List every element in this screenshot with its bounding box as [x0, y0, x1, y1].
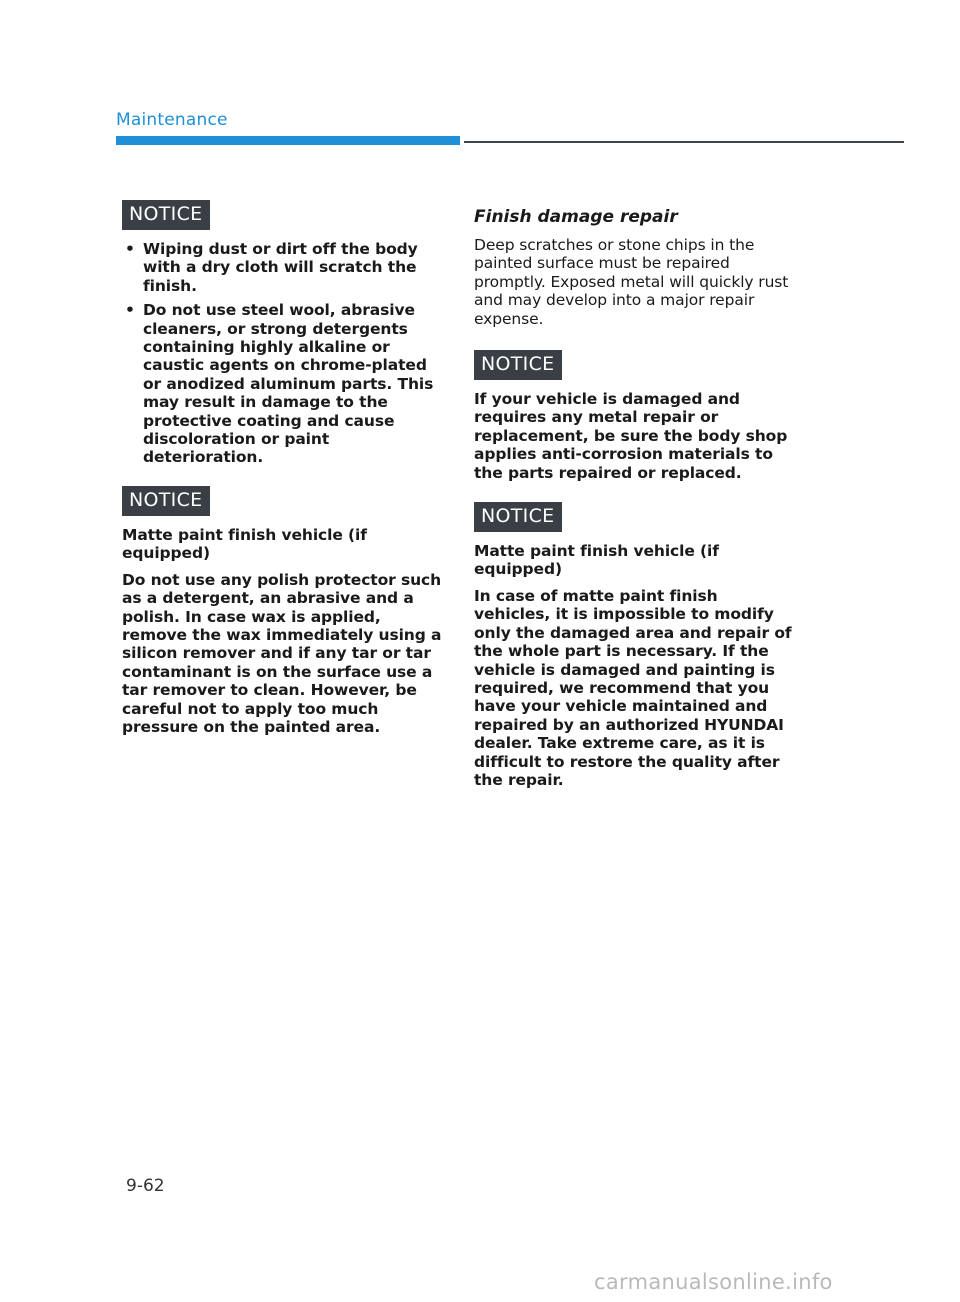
left-column	[122, 200, 444, 736]
notice-heading: Matte paint finish vehicle (if equipped)	[122, 525, 367, 563]
notice-block	[122, 200, 444, 467]
notice-heading: Matte paint finish vehicle (if equipped)	[474, 542, 719, 579]
section-intro: Deep scratches or stone chips in the painted surface must be repaired promptly. Exposed metal will quickly rust and may develop into a major repair expense.	[474, 236, 789, 328]
notice-label: NOTICE	[474, 350, 562, 380]
header-accent-bar	[116, 136, 460, 145]
notice-block	[474, 350, 796, 482]
notice-bullet-list	[122, 240, 444, 467]
notice-body: If your vehicle is damaged and requires any metal repair or replacement, be sure the body shop applies anti-corrosion materials to the parts repaired or replaced.	[474, 390, 788, 482]
notice-label: NOTICE	[122, 200, 210, 230]
section-header-title: Maintenance	[116, 110, 228, 130]
notice-body: In case of matte paint finish vehicles, it is impossible to modify only the damaged area and repair of the whole part is necessary. If the vehicle is damaged and painting is required, we recommend that you have your vehicle maintained and repaired by an authorized HYUNDAI dealer. Take extreme care, as it is difficult to restore the quality after the repair.	[474, 586, 792, 789]
notice-label: NOTICE	[122, 486, 210, 516]
section-title: Finish damage repair	[474, 207, 678, 227]
header-rule	[464, 141, 904, 143]
notice-label: NOTICE	[474, 502, 562, 532]
notice-block	[474, 502, 796, 789]
notice-block	[122, 486, 444, 736]
right-column	[474, 206, 796, 789]
watermark: carmanualsonline.info	[594, 1270, 833, 1294]
page-number: 9-62	[126, 1176, 165, 1196]
notice-body: Do not use any polish protector such as a detergent, an abrasive and a polish. In case wax is applied, remove the wax immediately using a silicon remover and if any tar or tar contaminant is on the surface use a tar remover to clean. However, be careful not to apply too much pressure on the painted area.	[122, 570, 442, 736]
bullet-item: • Wiping dust or dirt off the body with a dry cloth will scratch the finish.	[122, 240, 444, 295]
bullet-item: • Do not use steel wool, abrasive cleaners, or strong detergents containing highly alkaline or caustic agents on chrome-plated or anodized aluminum parts. This may result in damage to the protective coating and cause discoloration or paint deterioration.	[122, 301, 444, 467]
